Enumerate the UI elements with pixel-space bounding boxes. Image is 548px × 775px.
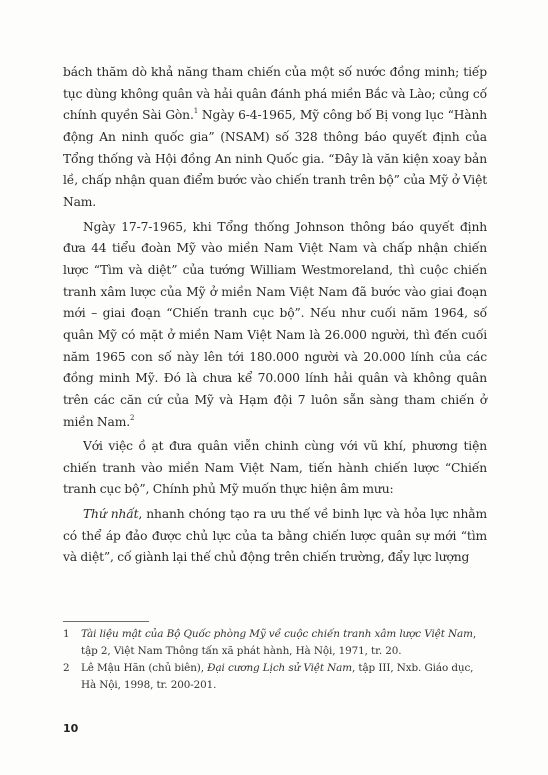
- paragraph-1-text: bách thăm dò khả năng tham chiến của một số nước đồng minh; tiếp tục dùng không quân và hải quân đánh phá miền Bắc và Lào; củng cố chính quyền Sài Gòn.: [63, 65, 487, 123]
- paragraph-4: [63, 504, 487, 569]
- footnote-author: Lê Mậu Hãn (chủ biên),: [81, 662, 208, 674]
- footnote-divider: [63, 621, 149, 622]
- paragraph-1: [63, 62, 487, 214]
- footnote-number: 1: [63, 628, 70, 640]
- footnote-1: [63, 626, 487, 660]
- footnote-title: Tài liệu mật của Bộ Quốc phòng Mỹ về cuộc chiến tranh xâm lược Việt Nam: [81, 628, 473, 640]
- paragraph-4-text: , nhanh chóng tạo ra ưu thế về binh lực và hỏa lực nhằm có thể áp đảo được chủ lực của ta bằng chiến lược quân sự mới “tìm và diệt”, cố giành lại thế chủ động trên chiến trường, đẩy lực lượng: [63, 507, 487, 565]
- main-text: [63, 62, 487, 569]
- footnote-text: , tập 2, Việt Nam Thông tấn xã phát hành, Hà Nội, 1971, tr. 20.: [81, 628, 477, 657]
- footnote-number: 2: [63, 662, 70, 674]
- footnote-ref-2: 2: [130, 413, 135, 422]
- paragraph-1-continued: Ngày 6-4-1965, Mỹ công bố Bị vong lục “Hành động An ninh quốc gia” (NSAM) số 328 thông báo quyết định của Tổng thống và Hội đồng An ninh Quốc gia. “Đây là văn kiện xoay bản lề, chấp nhận quan điểm bước vào chiến tranh trên bộ” của Mỹ ở Việt Nam.: [63, 108, 487, 209]
- page-number: 10: [63, 722, 79, 735]
- paragraph-4-lead: Thứ nhất: [83, 507, 139, 522]
- paragraph-3: Với việc ồ ạt đưa quân viễn chinh cùng với vũ khí, phương tiện chiến tranh vào miền Nam Việt Nam, tiến hành chiến lược “Chiến tranh cục bộ”, Chính phủ Mỹ muốn thực hiện âm mưu:: [63, 439, 487, 497]
- paragraph-2: [63, 217, 487, 434]
- footnote-ref-1: 1: [193, 107, 199, 116]
- paragraph-2-text: Ngày 17-7-1965, khi Tổng thống Johnson thông báo quyết định đưa 44 tiểu đoàn Mỹ vào miền Nam Việt Nam và chấp nhận chiến lược “Tìm và diệt” của tướng William Westmoreland, thì cuộc chiến tranh xâm lược của Mỹ ở miền Nam Việt Nam đã bước vào giai đoạn mới – giai đoạn “Chiến tranh cục bộ”. Nếu như cuối năm 1964, số quân Mỹ có mặt ở miền Nam Việt Nam là 26.000 người, thì đến cuối năm 1965 con số này lên tới 180.000 người và 20.000 lính của các đồng minh Mỹ. Đó là chưa kể 70.000 lính hải quân và không quân trên các căn cứ của Mỹ và Hạm đội 7 luôn sẵn sàng tham chiến ở miền Nam.: [63, 219, 487, 429]
- footnote-text: , tập III, Nxb. Giáo dục, Hà Nội, 1998, tr. 200-201.: [81, 662, 474, 691]
- footnotes: [63, 626, 487, 694]
- footnote-2: [63, 660, 487, 694]
- footnote-title: Đại cương Lịch sử Việt Nam: [207, 662, 352, 674]
